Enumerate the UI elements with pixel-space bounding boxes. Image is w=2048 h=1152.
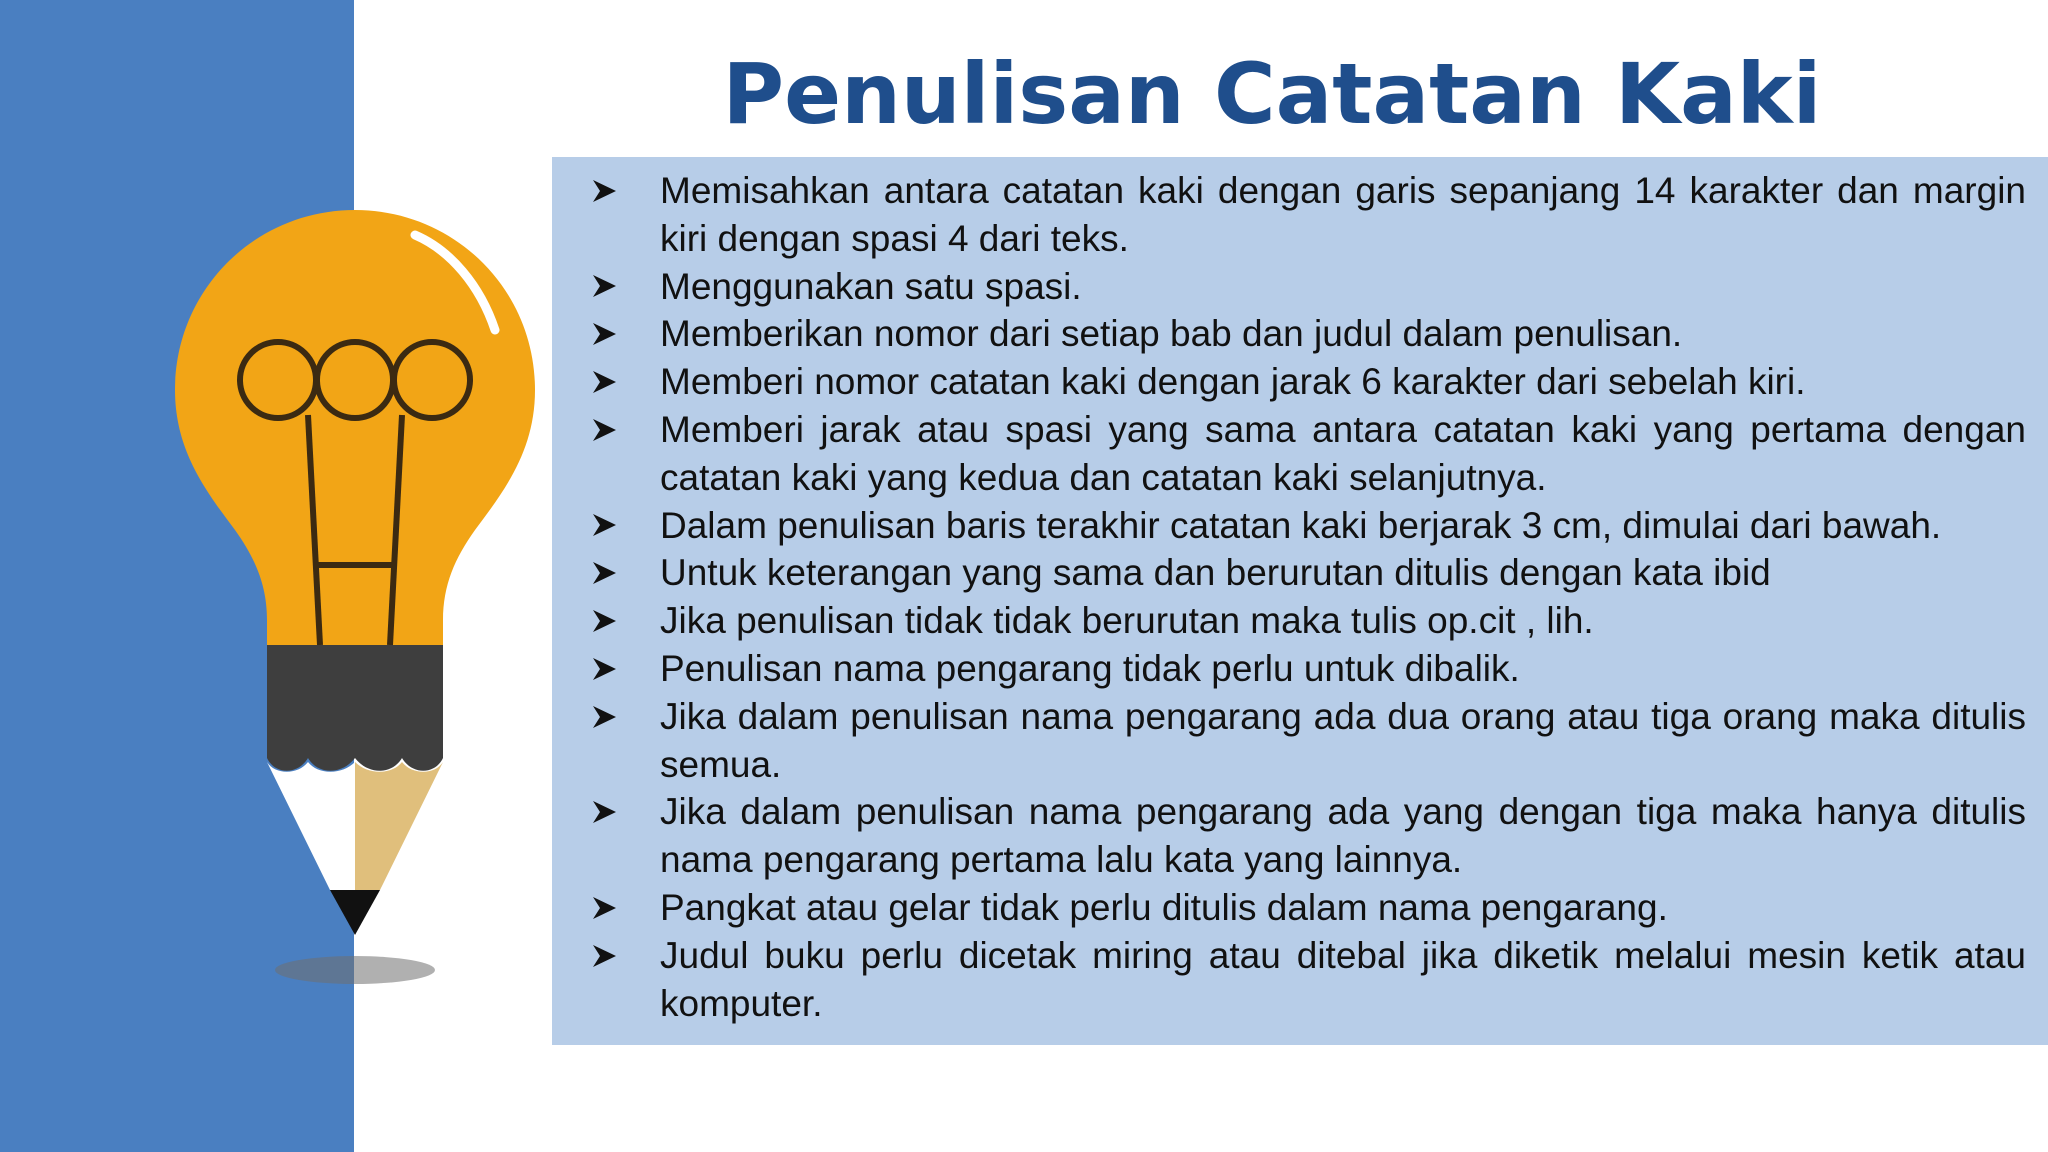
list-item	[574, 932, 2026, 1028]
list-item-text: Memisahkan antara catatan kaki dengan garis sepanjang 14 karakter dan margin kiri dengan spasi 4 dari teks.	[660, 170, 2026, 259]
list-item-text: Pangkat atau gelar tidak perlu ditulis dalam nama pengarang.	[660, 886, 1668, 928]
list-item-text: Judul buku perlu dicetak miring atau ditebal jika diketik melalui mesin ketik atau komputer.	[660, 934, 2026, 1024]
content-box	[552, 157, 2048, 1045]
arrowhead-bullet-icon	[574, 358, 634, 406]
page-title: Penulisan Catatan Kaki	[722, 45, 1822, 143]
list-item-text: Jika dalam penulisan nama pengarang ada yang dengan tiga maka hanya ditulis nama pengarang pertama lalu kata yang lainnya.	[660, 791, 2026, 881]
arrowhead-bullet-icon	[574, 502, 634, 550]
list-item	[574, 645, 2026, 693]
list-item	[574, 263, 2026, 311]
bullet-list	[574, 167, 2026, 1027]
lightbulb-pencil-icon	[150, 190, 570, 1010]
list-item	[574, 549, 2026, 597]
list-item-text: Memberi nomor catatan kaki dengan jarak 6 karakter dari sebelah kiri.	[660, 361, 1806, 403]
list-item-text: Penulisan nama pengarang tidak perlu untuk dibalik.	[660, 647, 1520, 689]
arrowhead-bullet-icon	[574, 693, 634, 741]
list-item-text: Jika penulisan tidak tidak berurutan maka tulis op.cit , lih.	[660, 600, 1594, 642]
list-item	[574, 502, 2026, 550]
arrowhead-bullet-icon	[574, 310, 634, 358]
list-item	[574, 597, 2026, 645]
arrowhead-bullet-icon	[574, 788, 634, 836]
arrowhead-bullet-icon	[574, 597, 634, 645]
list-item-text: Menggunakan satu spasi.	[660, 265, 1082, 307]
list-item	[574, 310, 2026, 358]
list-item-text: Memberi jarak atau spasi yang sama antara catatan kaki yang pertama dengan catatan kaki yang kedua dan catatan kaki selanjutnya.	[660, 408, 2026, 498]
arrowhead-bullet-icon	[574, 406, 634, 454]
list-item	[574, 788, 2026, 884]
list-item-text: Untuk keterangan yang sama dan berurutan ditulis dengan kata ibid	[660, 552, 1771, 594]
list-item	[574, 884, 2026, 932]
list-item	[574, 167, 2026, 263]
list-item	[574, 406, 2026, 502]
arrowhead-bullet-icon	[574, 167, 634, 215]
arrowhead-bullet-icon	[574, 549, 634, 597]
arrowhead-bullet-icon	[574, 645, 634, 693]
list-item-text: Jika dalam penulisan nama pengarang ada dua orang atau tiga orang maka ditulis semua.	[660, 695, 2026, 785]
list-item-text: Memberikan nomor dari setiap bab dan judul dalam penulisan.	[660, 313, 1683, 355]
list-item	[574, 358, 2026, 406]
arrowhead-bullet-icon	[574, 932, 634, 980]
arrowhead-bullet-icon	[574, 884, 634, 932]
list-item	[574, 693, 2026, 789]
list-item-text: Dalam penulisan baris terakhir catatan kaki berjarak 3 cm, dimulai dari bawah.	[660, 504, 1942, 546]
arrowhead-bullet-icon	[574, 263, 634, 311]
